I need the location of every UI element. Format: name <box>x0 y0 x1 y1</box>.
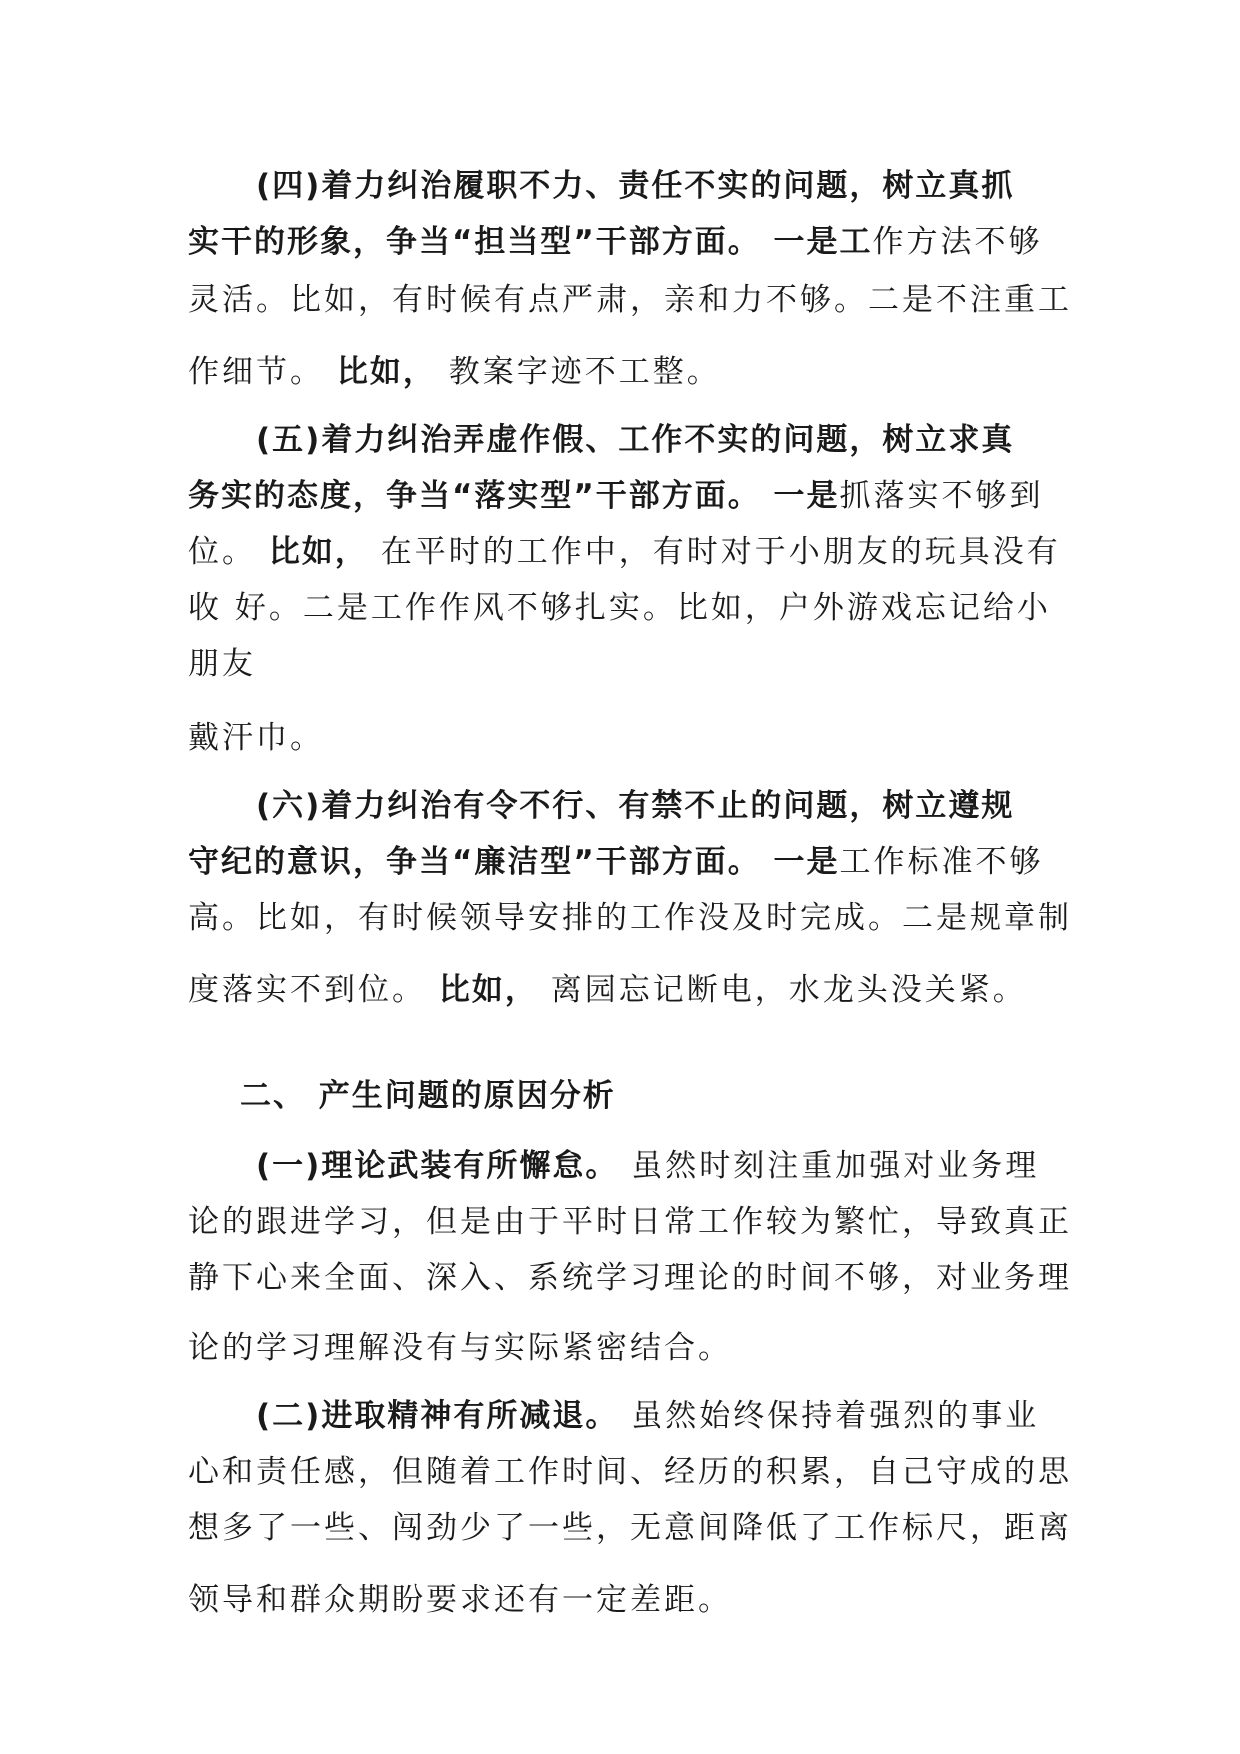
para-5-line-6: 戴汗巾。 <box>188 720 324 756</box>
section-title <box>240 1076 616 1116</box>
para-5-line-3 <box>188 532 1061 572</box>
para-6-line-4 <box>188 970 1027 1010</box>
reason-1-text: 虽然时刻注重加强对业务理 <box>618 1148 1040 1184</box>
para-4-heading-cont: 实干的形象，争当“担当型”干部方面。 一是工 <box>188 224 873 260</box>
para-6-heading: (六)着力纠治有令不行、有禁不止的问题，树立遵规 <box>256 788 1015 824</box>
para-6-heading-cont: 守纪的意识，争当“廉洁型”干部方面。 一是 <box>188 844 840 880</box>
para-4-line-4 <box>188 352 721 392</box>
reason-2-line-2: 心和责任感，但随着工作时间、经历的积累，自己守成的思 <box>188 1454 1072 1490</box>
para-5-text-a: 位。 <box>188 534 269 570</box>
para-5-text-b: 在平时的工作中，有时对于小朋友的玩具没有 <box>367 534 1061 570</box>
para-4-line-2 <box>188 222 1043 262</box>
para-6-line-1 <box>256 786 1014 826</box>
para-4-text-b: 教案字迹不工整。 <box>435 354 721 390</box>
para-6-text-a: 度落实不到位。 <box>188 972 439 1008</box>
reason-1-line-2: 论的跟进学习，但是由于平时日常工作较为繁忙，导致真正 <box>188 1204 1072 1240</box>
reason-1-line-4: 论的学习理解没有与实际紧密结合。 <box>188 1330 732 1366</box>
para-4-line-1 <box>256 166 1014 206</box>
para-4-heading: (四)着力纠治履职不力、责任不实的问题，树立真抓 <box>256 168 1015 204</box>
para-5-text: 抓落实不够到 <box>839 478 1044 514</box>
para-6-text-b: 离园忘记断电，水龙头没关紧。 <box>537 972 1027 1008</box>
para-6-line-3: 高。比如，有时候领导安排的工作没及时完成。二是规章制 <box>188 900 1072 936</box>
para-4-text-a: 作细节。 <box>188 354 337 390</box>
reason-1-line-1 <box>256 1146 1039 1186</box>
reason-1-heading: (一)理论武装有所懈怠。 <box>256 1148 619 1184</box>
para-5-line-2 <box>188 476 1044 516</box>
reason-2-line-1 <box>256 1396 1039 1436</box>
para-4-example-label: 比如， <box>336 354 436 390</box>
reason-1-line-3: 静下心来全面、深入、系统学习理论的时间不够，对业务理 <box>188 1260 1072 1296</box>
para-6-text: 工作标准不够 <box>839 844 1044 880</box>
para-5-example-label: 比如， <box>268 534 368 570</box>
reason-2-heading: (二)进取精神有所减退。 <box>256 1398 619 1434</box>
para-5-heading: (五)着力纠治弄虚作假、工作不实的问题，树立求真 <box>256 422 1015 458</box>
para-4-line-3: 灵活。比如，有时候有点严肃，亲和力不够。二是不注重工 <box>188 282 1072 318</box>
para-6-line-2 <box>188 842 1044 882</box>
reason-2-text: 虽然始终保持着强烈的事业 <box>618 1398 1040 1434</box>
para-5-heading-cont: 务实的态度，争当“落实型”干部方面。 一是 <box>188 478 840 514</box>
reason-2-line-3: 想多了一些、闯劲少了一些，无意间降低了工作标尺，距离 <box>188 1510 1072 1546</box>
para-6-example-label: 比如， <box>438 972 538 1008</box>
reason-2-line-4: 领导和群众期盼要求还有一定差距。 <box>188 1582 732 1618</box>
para-4-text: 作方法不够 <box>872 224 1043 260</box>
para-5-line-4: 收 好。二是工作作风不够扎实。比如，户外游戏忘记给小 <box>188 590 1051 626</box>
para-5-line-1 <box>256 420 1014 460</box>
para-5-line-5: 朋友 <box>188 646 256 682</box>
section-title-text: 二、 产生问题的原因分析 <box>240 1078 616 1114</box>
